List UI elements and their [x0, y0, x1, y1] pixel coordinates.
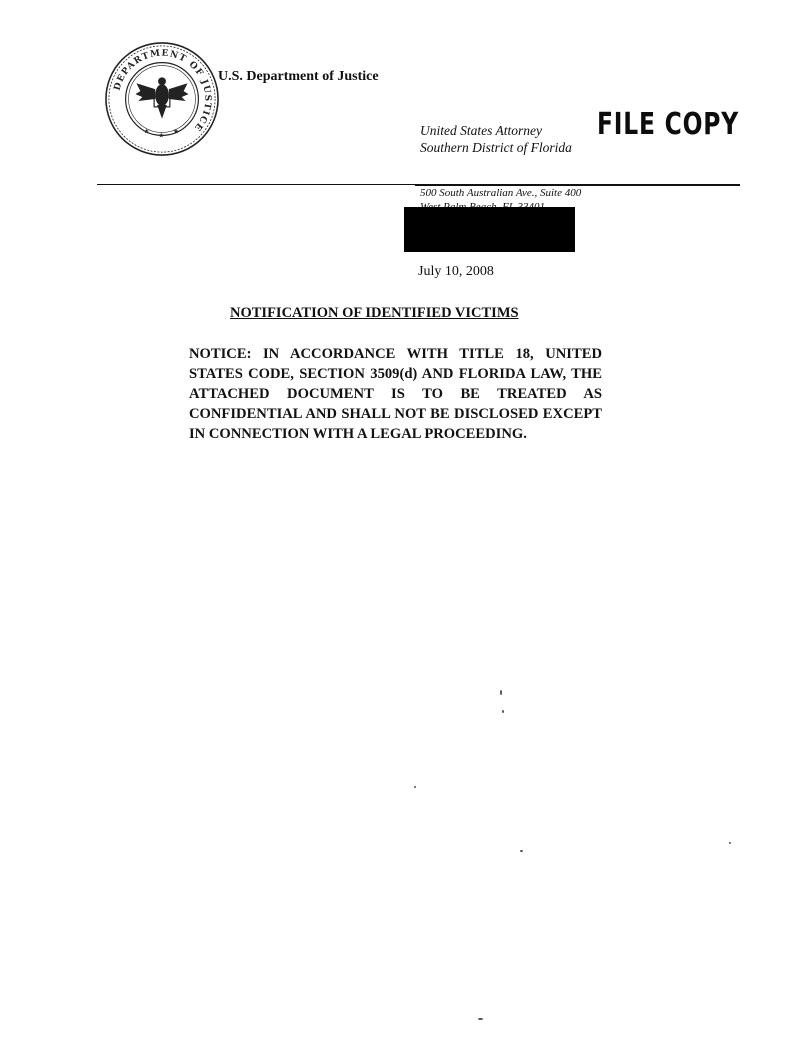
file-copy-stamp: FILE COPY	[597, 107, 739, 142]
svg-text:★: ★	[158, 131, 165, 140]
eagle-icon	[135, 77, 188, 118]
svg-text:★: ★	[172, 127, 179, 136]
svg-text:★: ★	[143, 127, 150, 136]
scan-speck	[478, 1018, 483, 1020]
letter-date: July 10, 2008	[418, 264, 494, 279]
scan-speck	[520, 850, 523, 852]
scan-speck	[502, 710, 504, 713]
address-line-1: 500 South Australian Ave., Suite 400	[420, 187, 582, 199]
confidentiality-notice: NOTICE: IN ACCORDANCE WITH TITLE 18, UNITED STATES CODE, SECTION 3509(d) AND FLORIDA LAW, THE ATTACHED DOCUMENT IS TO BE TREATED AS CONFIDENTIAL AND SHALL NOT BE DISCLOSED EXCEPT IN CONNECTION WITH A LEGAL PROCEEDING.	[189, 346, 602, 442]
redaction-box	[404, 207, 575, 252]
svg-text:DEPARTMENT OF JUSTICE: DEPARTMENT OF JUSTICE	[112, 48, 213, 133]
scan-speck	[500, 690, 502, 695]
scan-speck	[414, 786, 416, 788]
office-line-2: Southern District of Florida	[420, 140, 572, 155]
department-name: U.S. Department of Justice	[218, 69, 379, 84]
document-heading: NOTIFICATION OF IDENTIFIED VICTIMS	[230, 305, 519, 321]
office-title	[420, 122, 572, 156]
doj-seal	[103, 40, 221, 158]
letterhead-rule	[97, 184, 415, 185]
office-line-1: United States Attorney	[420, 123, 542, 138]
scan-speck	[729, 842, 731, 844]
